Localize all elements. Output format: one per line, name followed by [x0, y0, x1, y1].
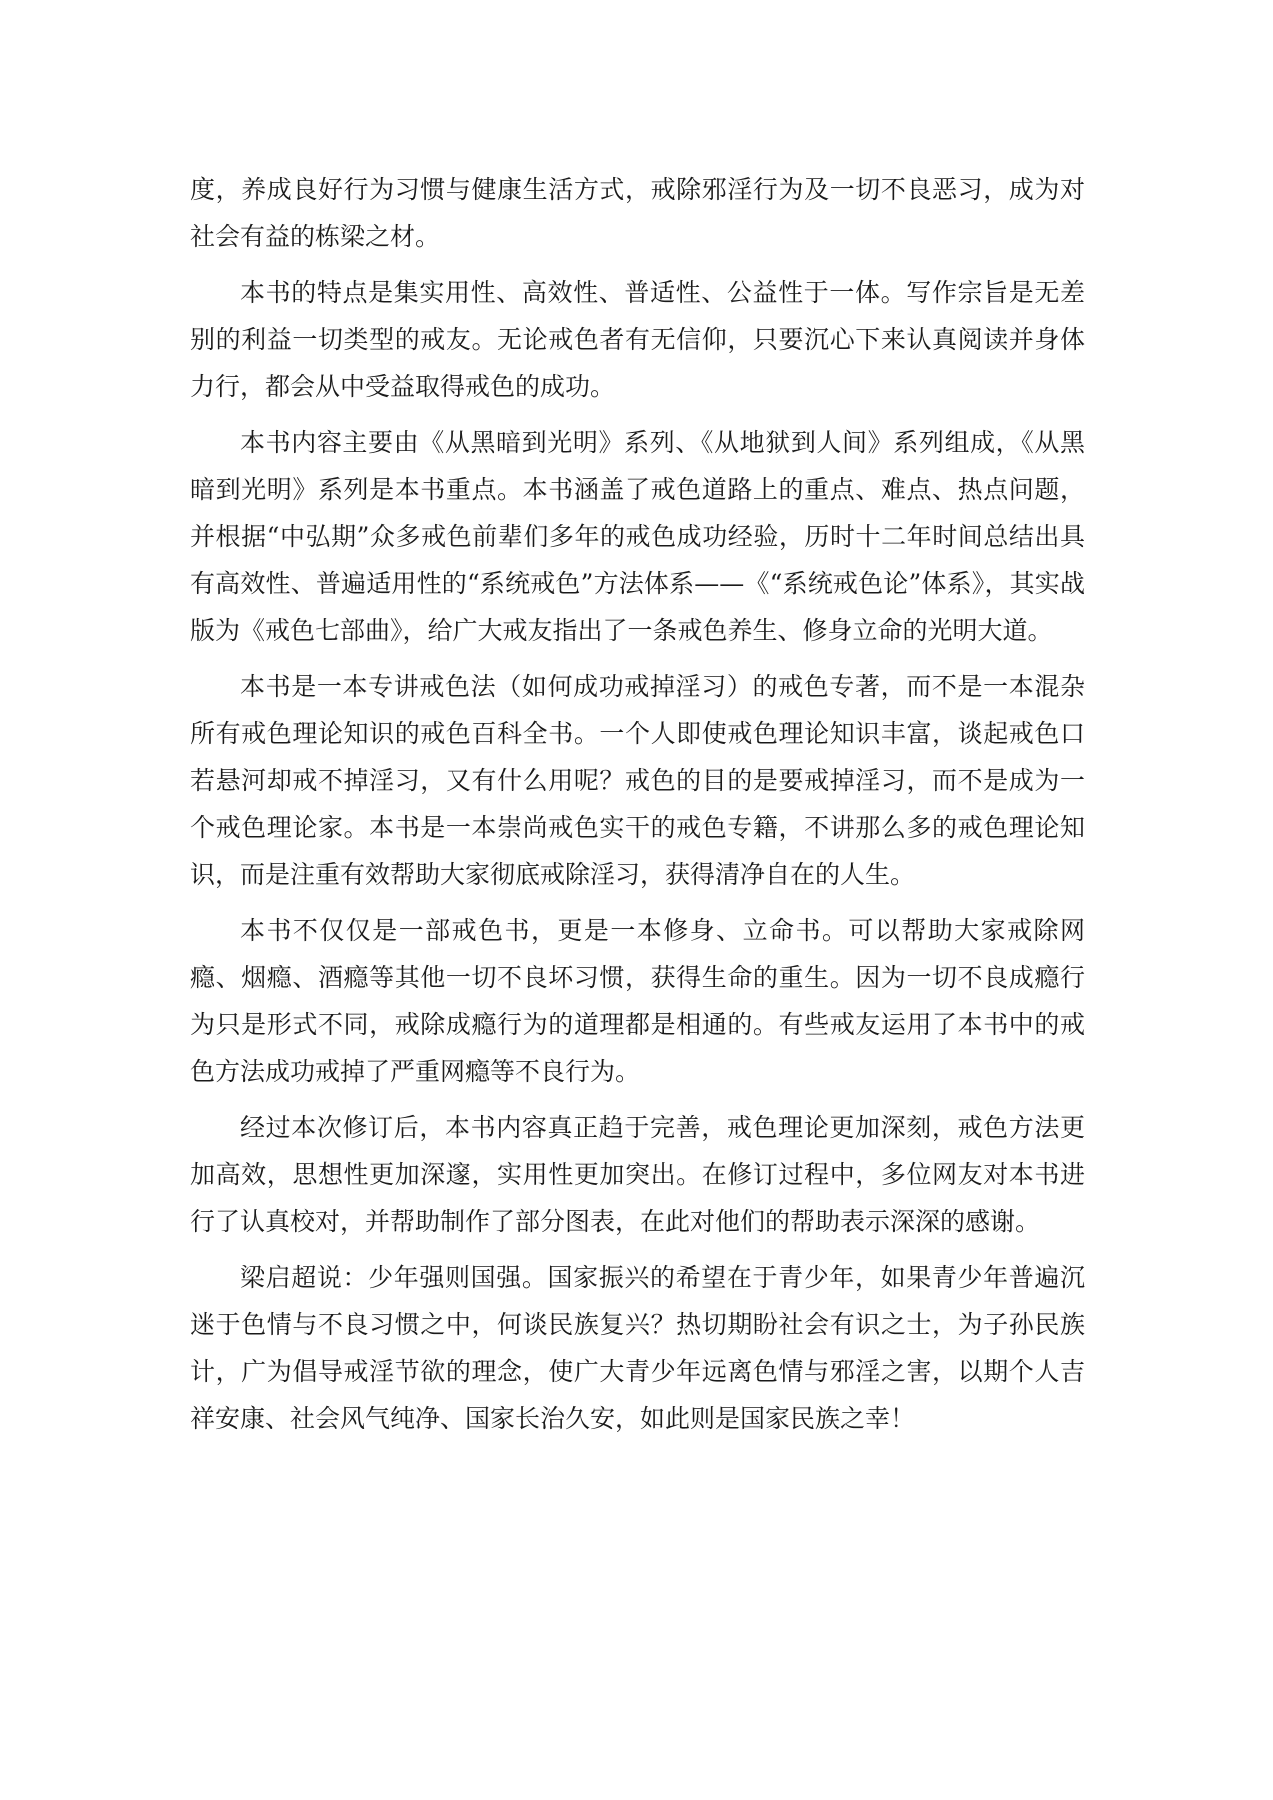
paragraph-1: 度，养成良好行为习惯与健康生活方式，戒除邪淫行为及一切不良恶习，成为对社会有益的栋梁之材。 [190, 175, 1085, 251]
paragraph-7: 梁启超说：少年强则国强。国家振兴的希望在于青少年，如果青少年普遍沉迷于色情与不良习惯之中，何谈民族复兴？热切期盼社会有识之士，为子孙民族计，广为倡导戒淫节欲的理念，使广大青少年远离色情与邪淫之害，以期个人吉祥安康、社会风气纯净、国家长治久安，如此则是国家民族之幸！ [190, 1263, 1085, 1433]
paragraph-4: 本书是一本专讲戒色法（如何成功戒掉淫习）的戒色专著，而不是一本混杂所有戒色理论知识的戒色百科全书。一个人即使戒色理论知识丰富，谈起戒色口若悬河却戒不掉淫习，又有什么用呢？戒色的目的是要戒掉淫习，而不是成为一个戒色理论家。本书是一本崇尚戒色实干的戒色专籍，不讲那么多的戒色理论知识，而是注重有效帮助大家彻底戒除淫习，获得清净自在的人生。 [190, 672, 1085, 889]
body-text [190, 166, 1085, 1451]
paragraph-2: 本书的特点是集实用性、高效性、普适性、公益性于一体。写作宗旨是无差别的利益一切类型的戒友。无论戒色者有无信仰，只要沉心下来认真阅读并身体力行，都会从中受益取得戒色的成功。 [190, 278, 1085, 401]
paragraph-5: 本书不仅仅是一部戒色书，更是一本修身、立命书。可以帮助大家戒除网瘾、烟瘾、酒瘾等其他一切不良坏习惯，获得生命的重生。因为一切不良成瘾行为只是形式不同，戒除成瘾行为的道理都是相通的。有些戒友运用了本书中的戒色方法成功戒掉了严重网瘾等不良行为。 [190, 916, 1085, 1086]
paragraph-3: 本书内容主要由《从黑暗到光明》系列、《从地狱到人间》系列组成，《从黑暗到光明》系列是本书重点。本书涵盖了戒色道路上的重点、难点、热点问题，并根据“中弘期”众多戒色前辈们多年的戒色成功经验，历时十二年时间总结出具有高效性、普遍适用性的“系统戒色”方法体系——《“系统戒色论”体系》，其实战版为《戒色七部曲》，给广大戒友指出了一条戒色养生、修身立命的光明大道。 [190, 428, 1085, 645]
paragraph-6: 经过本次修订后，本书内容真正趋于完善，戒色理论更加深刻，戒色方法更加高效，思想性更加深邃，实用性更加突出。在修订过程中，多位网友对本书进行了认真校对，并帮助制作了部分图表，在此对他们的帮助表示深深的感谢。 [190, 1113, 1085, 1236]
